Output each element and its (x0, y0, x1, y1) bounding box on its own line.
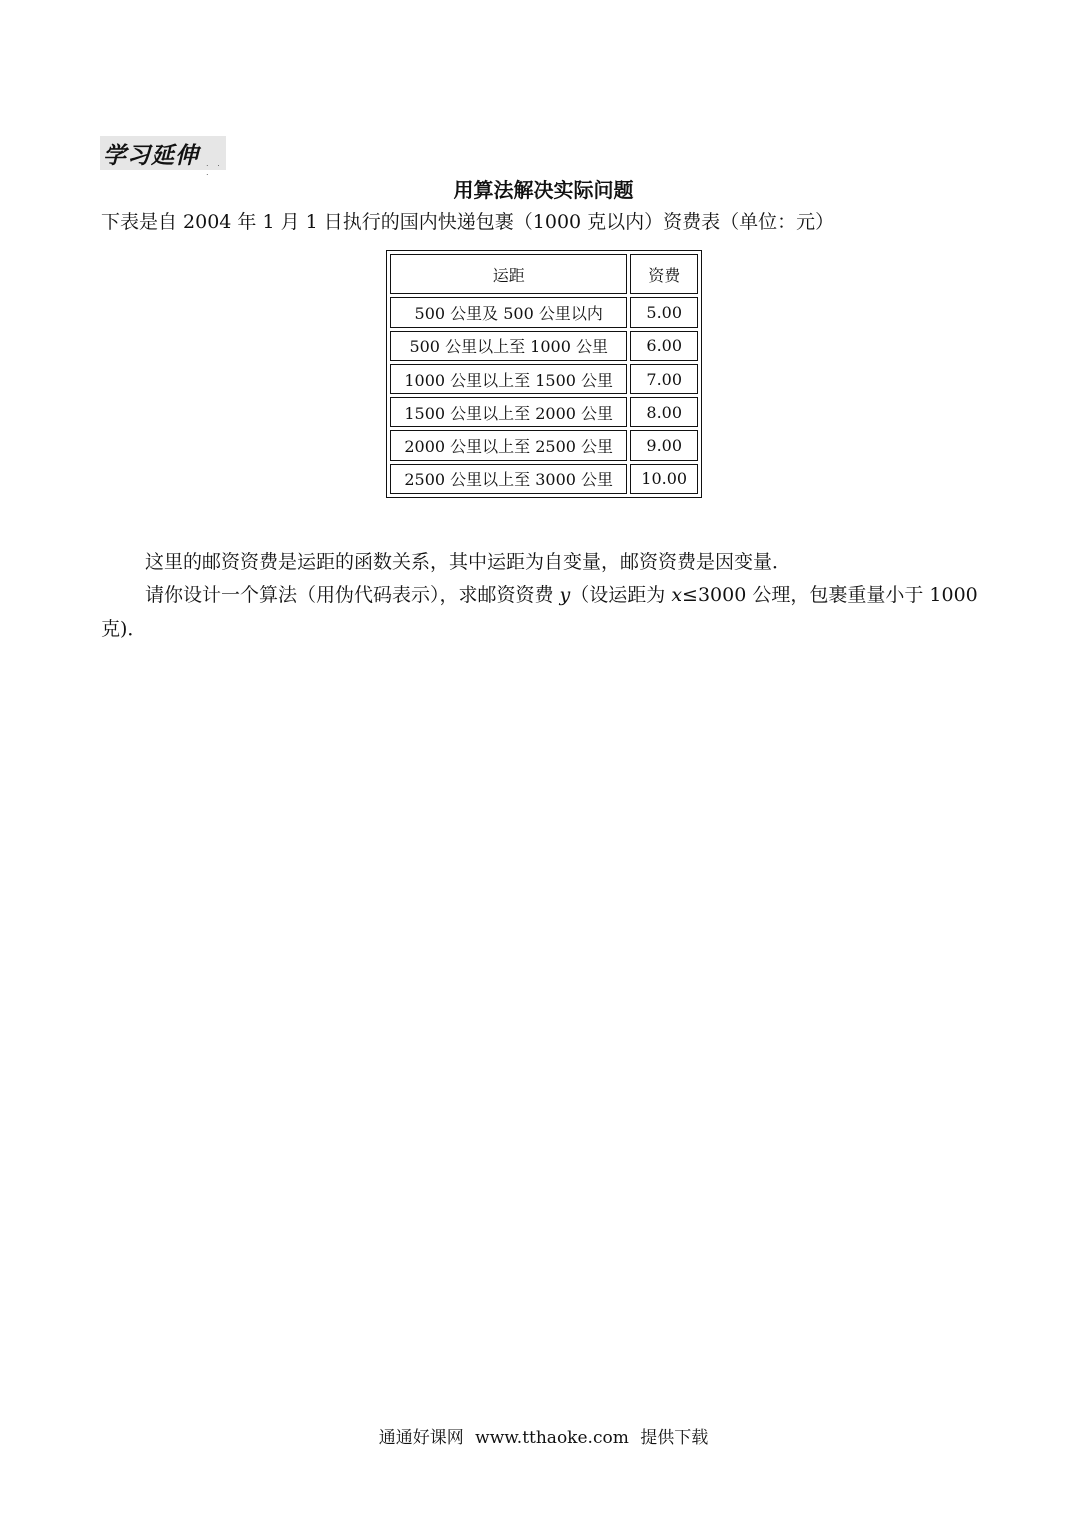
row-fee: 6.00 (630, 331, 698, 361)
task-text-1: 请你设计一个算法（用伪代码表示），求邮资资费 (145, 584, 560, 606)
row-distance: 1000 公里以上至 1500 公里 (390, 364, 627, 394)
intro-text: 下表是自 2004 年 1 月 1 日执行的国内快递包裹（1000 克以内）资费表（单位：元） (101, 211, 835, 233)
row-fee: 5.00 (630, 297, 698, 327)
table-row (390, 464, 698, 494)
task-text-2: （设运距为 (570, 584, 672, 606)
row-fee: 9.00 (630, 430, 698, 460)
row-distance: 2500 公里以上至 3000 公里 (390, 464, 627, 494)
row-distance: 1500 公里以上至 2000 公里 (390, 397, 627, 427)
footer-suffix: 提供下载 (640, 1428, 709, 1448)
table-header-row (390, 254, 698, 294)
section-tag-dots: . . . (206, 159, 223, 177)
row-distance: 500 公里以上至 1000 公里 (390, 331, 627, 361)
table-row (390, 364, 698, 394)
row-fee: 7.00 (630, 364, 698, 394)
header-fee: 资费 (630, 254, 698, 294)
page-footer (0, 1423, 1087, 1448)
table-row (390, 430, 698, 460)
row-distance: 2000 公里以上至 2500 公里 (390, 430, 627, 460)
row-fee: 8.00 (630, 397, 698, 427)
section-tag (100, 136, 226, 177)
table-row (390, 397, 698, 427)
row-distance: 500 公里及 500 公里以内 (390, 297, 627, 327)
variable-y: y (559, 584, 571, 606)
page-title: 用算法解决实际问题 (453, 178, 634, 202)
fee-table (386, 250, 702, 498)
section-tag-label: 学习延伸 (103, 142, 199, 169)
footer-site: 通通好课网 (378, 1428, 464, 1448)
row-fee: 10.00 (630, 464, 698, 494)
task-text-3: ≤3000 公理，包裹重量小于 1000 克)． (101, 584, 978, 640)
table-row (390, 331, 698, 361)
header-distance: 运距 (390, 254, 627, 294)
footer-url[interactable]: www.tthaoke.com (475, 1428, 629, 1448)
table-row (390, 297, 698, 327)
paragraph-task (101, 578, 991, 646)
paragraph-function-relation: 这里的邮资资费是运距的函数关系，其中运距为自变量，邮资资费是因变量． (145, 551, 792, 573)
variable-x: x (671, 584, 683, 606)
